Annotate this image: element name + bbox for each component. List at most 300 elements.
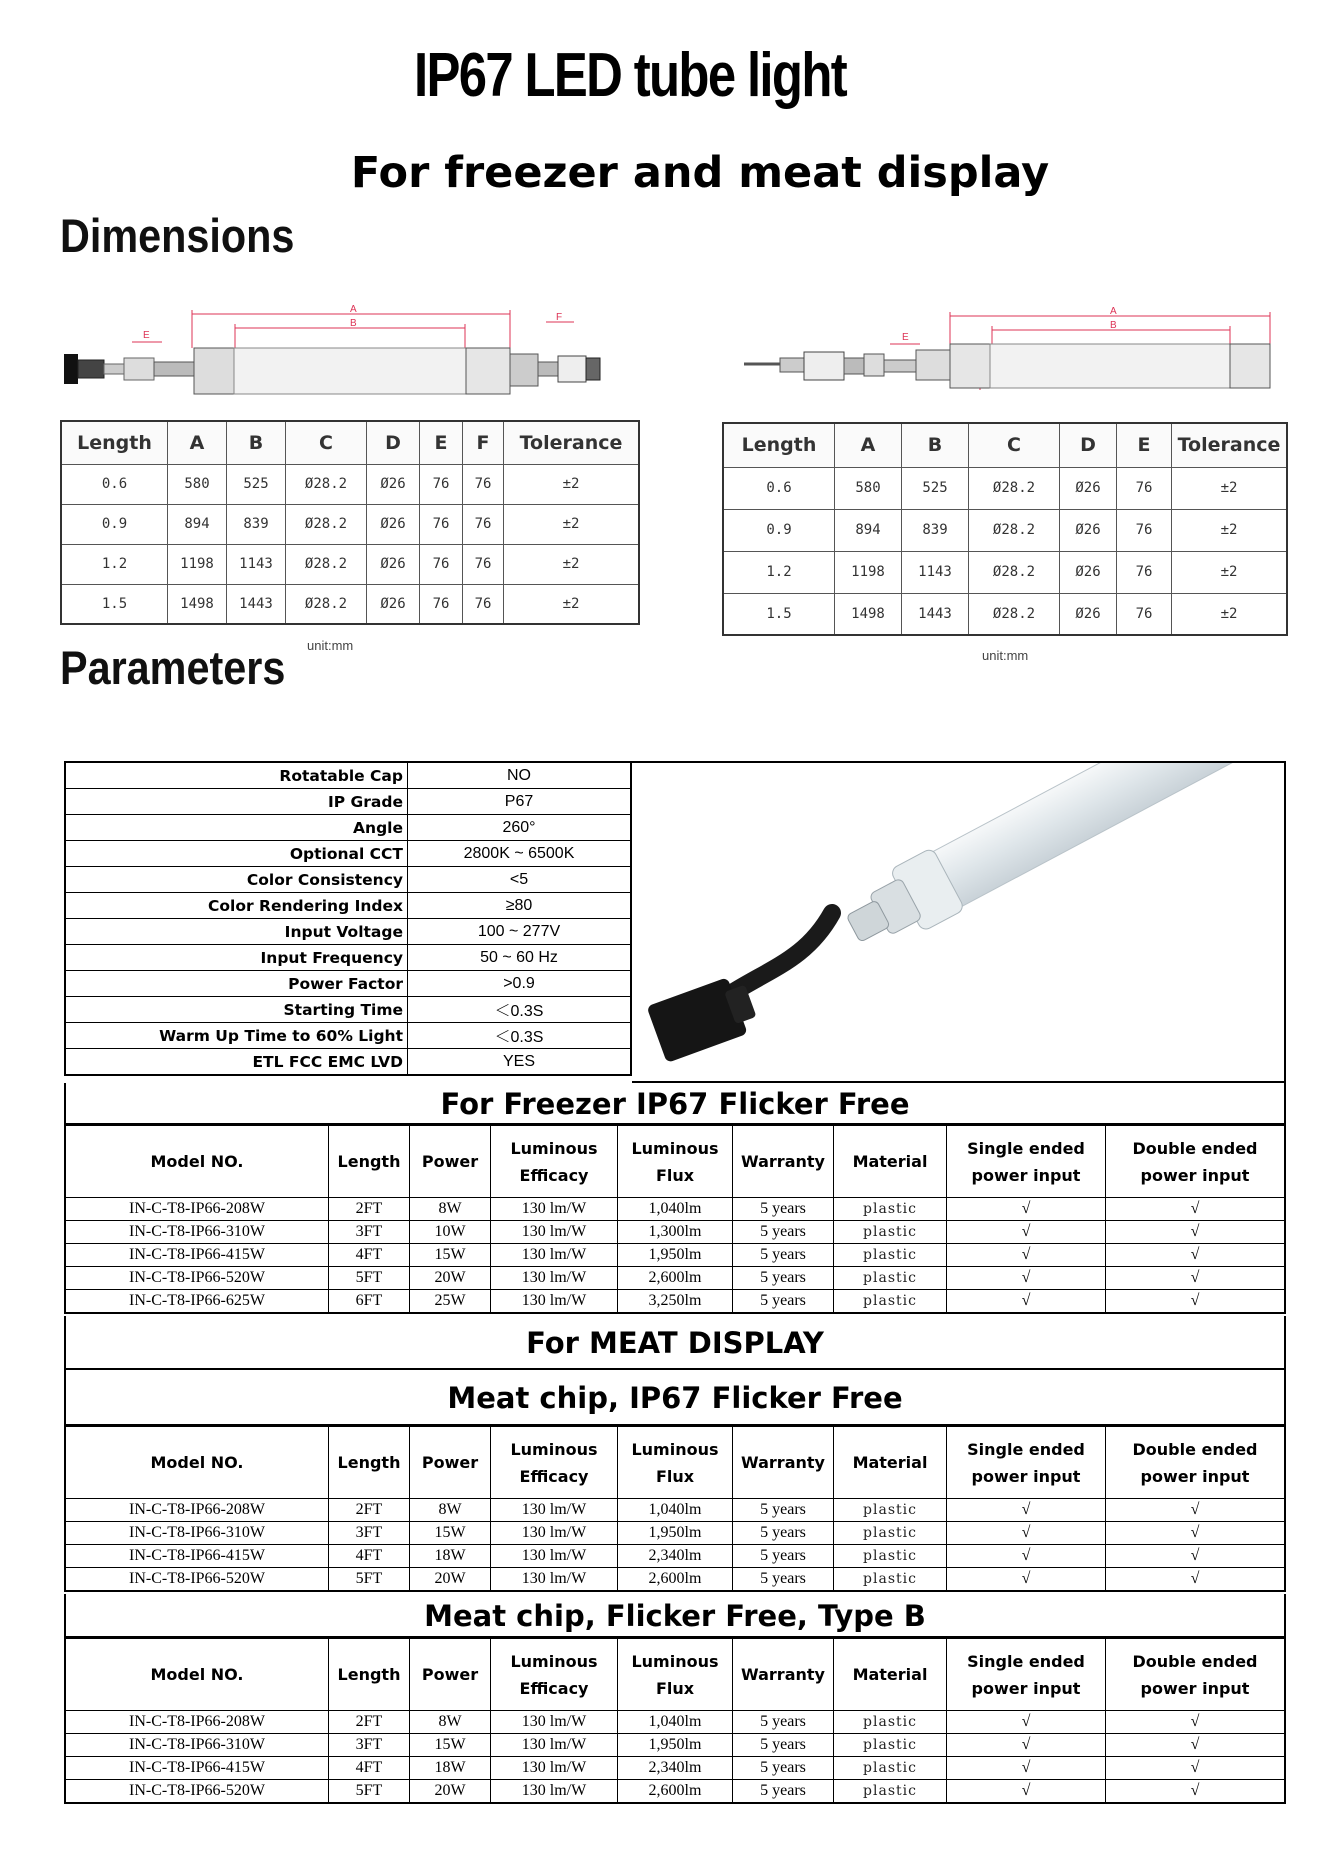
cell: 1.5 (61, 584, 168, 624)
cell: 1443 (227, 584, 286, 624)
param-label: Power Factor (65, 971, 408, 997)
dim1-header-c: C (286, 421, 367, 464)
tube-diagram-double-ended (60, 300, 650, 410)
dimension-table-2 (722, 422, 1288, 636)
cell: ±2 (1172, 509, 1288, 551)
check-icon: √ (1106, 1198, 1286, 1221)
cell: 76 (463, 584, 504, 624)
label-e-2: E (902, 332, 909, 343)
table-row (723, 551, 1287, 593)
cell: 5 years (733, 1499, 834, 1522)
cell: 5FT (329, 1267, 410, 1290)
cell: 1,040lm (618, 1499, 733, 1522)
label-e: E (143, 330, 150, 341)
cell: 5 years (733, 1244, 834, 1267)
freezer-heading: For Freezer IP67 Flicker Free (64, 1083, 1286, 1125)
check-icon: √ (947, 1568, 1106, 1592)
param-value: ≥80 (408, 893, 632, 919)
table-row (65, 1522, 1285, 1545)
table-row (61, 584, 639, 624)
product-photo-frame (632, 761, 1286, 1083)
cell: 580 (835, 467, 902, 509)
cell: plastic (834, 1757, 947, 1780)
cell: 25W (410, 1290, 491, 1314)
table-row (65, 1267, 1285, 1290)
cell: Ø26 (367, 504, 420, 544)
check-icon: √ (947, 1267, 1106, 1290)
cell: plastic (834, 1734, 947, 1757)
header-flux-line2: Flux (655, 1466, 695, 1486)
cell: 5 years (733, 1545, 834, 1568)
cell: plastic (834, 1221, 947, 1244)
dim2-header-tolerance: Tolerance (1172, 423, 1288, 467)
header-power: Power (410, 1427, 491, 1499)
cell: 76 (463, 544, 504, 584)
table-row (723, 593, 1287, 635)
cell: plastic (834, 1711, 947, 1734)
cell: 0.6 (723, 467, 835, 509)
cell: 10W (410, 1221, 491, 1244)
param-value: NO (408, 762, 632, 789)
meat-a-product-table (64, 1426, 1286, 1592)
cell: IN-C-T8-IP66-208W (65, 1499, 329, 1522)
header-double-line2: power input (1140, 1466, 1250, 1486)
cell: 1.5 (723, 593, 835, 635)
cell: IN-C-T8-IP66-520W (65, 1780, 329, 1804)
header-single-line2: power input (971, 1678, 1081, 1698)
cell: 5 years (733, 1734, 834, 1757)
dim2-header-d: D (1060, 423, 1117, 467)
cell: 2FT (329, 1198, 410, 1221)
cell: plastic (834, 1290, 947, 1314)
table-row (61, 544, 639, 584)
cell: plastic (834, 1522, 947, 1545)
cell: 5 years (733, 1522, 834, 1545)
check-icon: √ (1106, 1711, 1286, 1734)
dim2-unit: unit:mm (982, 648, 1029, 663)
cell: 76 (420, 584, 463, 624)
cell: 76 (1117, 593, 1172, 635)
cell: IN-C-T8-IP66-415W (65, 1757, 329, 1780)
header-length: Length (329, 1427, 410, 1499)
cell: 1443 (902, 593, 969, 635)
cell: 2,600lm (618, 1267, 733, 1290)
param-label: IP Grade (65, 789, 408, 815)
param-row (65, 789, 631, 815)
check-icon: √ (1106, 1568, 1286, 1592)
param-label: Input Voltage (65, 919, 408, 945)
header-material: Material (834, 1639, 947, 1711)
cell: IN-C-T8-IP66-415W (65, 1545, 329, 1568)
cell: Ø26 (1060, 467, 1117, 509)
cell: 18W (410, 1757, 491, 1780)
table-row (65, 1545, 1285, 1568)
check-icon: √ (947, 1198, 1106, 1221)
cell: 3FT (329, 1522, 410, 1545)
header-efficacy-line2: Efficacy (519, 1678, 589, 1698)
cell: ±2 (504, 464, 640, 504)
check-icon: √ (1106, 1290, 1286, 1314)
header-efficacy (491, 1639, 618, 1711)
check-icon: √ (1106, 1267, 1286, 1290)
page-subtitle: For freezer and meat display (350, 148, 1050, 198)
cell: 76 (463, 464, 504, 504)
header-warranty: Warranty (733, 1427, 834, 1499)
check-icon: √ (947, 1221, 1106, 1244)
cell: 130 lm/W (491, 1522, 618, 1545)
dim2-header-c: C (969, 423, 1060, 467)
header-flux (618, 1639, 733, 1711)
meat-chip-a-heading: Meat chip, IP67 Flicker Free (64, 1370, 1286, 1426)
header-double-line1: Double ended (1132, 1651, 1258, 1671)
param-value: <5 (408, 867, 632, 893)
check-icon: √ (1106, 1757, 1286, 1780)
label-a-2: A (1110, 306, 1117, 317)
table-row (61, 504, 639, 544)
cell: ±2 (504, 584, 640, 624)
table-row (723, 509, 1287, 551)
cell: IN-C-T8-IP66-208W (65, 1711, 329, 1734)
cell: 5 years (733, 1711, 834, 1734)
param-row (65, 893, 631, 919)
header-single-ended (947, 1427, 1106, 1499)
header-flux-line2: Flux (655, 1165, 695, 1185)
cell: ±2 (504, 504, 640, 544)
cell: 4FT (329, 1545, 410, 1568)
cell: 1,950lm (618, 1244, 733, 1267)
cell: plastic (834, 1244, 947, 1267)
cell: plastic (834, 1499, 947, 1522)
cell: 525 (227, 464, 286, 504)
cell: Ø26 (1060, 509, 1117, 551)
header-double-line2: power input (1140, 1678, 1250, 1698)
cell: 5FT (329, 1780, 410, 1804)
cell: 1,950lm (618, 1522, 733, 1545)
cell: Ø28.2 (286, 544, 367, 584)
dim1-header-b: B (227, 421, 286, 464)
tube-diagram-single-ended (730, 300, 1290, 410)
check-icon: √ (947, 1244, 1106, 1267)
dim1-header-d: D (367, 421, 420, 464)
cell: 1,300lm (618, 1221, 733, 1244)
param-label: Starting Time (65, 997, 408, 1023)
param-label: Optional CCT (65, 841, 408, 867)
param-row (65, 762, 631, 789)
check-icon: √ (947, 1290, 1106, 1314)
header-flux-line1: Luminous (631, 1651, 719, 1671)
check-icon: √ (947, 1522, 1106, 1545)
param-row (65, 919, 631, 945)
header-warranty: Warranty (733, 1639, 834, 1711)
cell: 5 years (733, 1290, 834, 1314)
cell: 15W (410, 1244, 491, 1267)
cell: 130 lm/W (491, 1244, 618, 1267)
header-flux-line1: Luminous (631, 1439, 719, 1459)
cell: 5 years (733, 1267, 834, 1290)
cell: 15W (410, 1522, 491, 1545)
table-row (65, 1568, 1285, 1592)
cell: IN-C-T8-IP66-310W (65, 1522, 329, 1545)
cell: IN-C-T8-IP66-625W (65, 1290, 329, 1314)
header-power: Power (410, 1639, 491, 1711)
cell: 130 lm/W (491, 1757, 618, 1780)
header-single-line1: Single ended (967, 1138, 1085, 1158)
dim2-header-length: Length (723, 423, 835, 467)
cell: 76 (463, 504, 504, 544)
param-label: Warm Up Time to 60% Light (65, 1023, 408, 1049)
check-icon: √ (1106, 1221, 1286, 1244)
cell: 5 years (733, 1198, 834, 1221)
cell: 130 lm/W (491, 1734, 618, 1757)
cell: 5FT (329, 1568, 410, 1592)
header-single-line2: power input (971, 1466, 1081, 1486)
label-a: A (350, 304, 357, 315)
page-title: IP67 LED tube light (413, 41, 847, 110)
header-efficacy-line1: Luminous (510, 1138, 598, 1158)
param-value: P67 (408, 789, 632, 815)
led-tube-photo (632, 763, 1284, 1081)
cell: 130 lm/W (491, 1267, 618, 1290)
table-row (65, 1221, 1285, 1244)
label-f: F (556, 312, 563, 323)
header-double-ended (1106, 1427, 1286, 1499)
cell: 3FT (329, 1221, 410, 1244)
cell: 525 (902, 467, 969, 509)
dimensions-heading: Dimensions (60, 209, 295, 262)
dim1-header-a: A (168, 421, 227, 464)
cell: IN-C-T8-IP66-310W (65, 1221, 329, 1244)
param-label: Color Rendering Index (65, 893, 408, 919)
header-efficacy-line1: Luminous (510, 1651, 598, 1671)
meat-b-product-table (64, 1638, 1286, 1804)
cell: IN-C-T8-IP66-415W (65, 1244, 329, 1267)
cell: 8W (410, 1711, 491, 1734)
cell: 130 lm/W (491, 1780, 618, 1804)
dim2-header-b: B (902, 423, 969, 467)
cell: 4FT (329, 1757, 410, 1780)
cell: 76 (1117, 509, 1172, 551)
cell: 15W (410, 1734, 491, 1757)
header-efficacy-line1: Luminous (510, 1439, 598, 1459)
check-icon: √ (1106, 1499, 1286, 1522)
param-value: 50 ~ 60 Hz (408, 945, 632, 971)
label-b: B (350, 318, 357, 329)
cell: IN-C-T8-IP66-520W (65, 1267, 329, 1290)
cell: 5 years (733, 1757, 834, 1780)
param-value: >0.9 (408, 971, 632, 997)
param-row (65, 945, 631, 971)
header-single-line1: Single ended (967, 1651, 1085, 1671)
cell: 894 (835, 509, 902, 551)
dim2-header-a: A (835, 423, 902, 467)
check-icon: √ (1106, 1734, 1286, 1757)
header-single-line1: Single ended (967, 1439, 1085, 1459)
table-row (65, 1780, 1285, 1804)
header-flux (618, 1126, 733, 1198)
param-value: ＜0.3S (408, 997, 632, 1023)
cell: ±2 (1172, 593, 1288, 635)
cell: 894 (168, 504, 227, 544)
cell: Ø26 (1060, 593, 1117, 635)
table-row (65, 1198, 1285, 1221)
param-row (65, 971, 631, 997)
cell: 5 years (733, 1221, 834, 1244)
header-efficacy-line2: Efficacy (519, 1466, 589, 1486)
check-icon: √ (947, 1734, 1106, 1757)
table-row (65, 1734, 1285, 1757)
cell: 2FT (329, 1711, 410, 1734)
cell: plastic (834, 1545, 947, 1568)
param-value: ＜0.3S (408, 1023, 632, 1049)
check-icon: √ (947, 1499, 1106, 1522)
check-icon: √ (947, 1711, 1106, 1734)
cell: 8W (410, 1198, 491, 1221)
cell: 1.2 (61, 544, 168, 584)
cell: IN-C-T8-IP66-310W (65, 1734, 329, 1757)
header-efficacy (491, 1126, 618, 1198)
header-efficacy (491, 1427, 618, 1499)
header-model: Model NO. (65, 1126, 329, 1198)
cell: 1.2 (723, 551, 835, 593)
cell: ±2 (504, 544, 640, 584)
cell: 8W (410, 1499, 491, 1522)
param-value: 2800K ~ 6500K (408, 841, 632, 867)
check-icon: √ (1106, 1780, 1286, 1804)
dim1-header-tolerance: Tolerance (504, 421, 640, 464)
param-row (65, 867, 631, 893)
parameters-heading: Parameters (60, 641, 286, 694)
cell: 5 years (733, 1780, 834, 1804)
cell: ±2 (1172, 467, 1288, 509)
cell: 0.9 (723, 509, 835, 551)
header-double-line1: Double ended (1132, 1439, 1258, 1459)
header-double-ended (1106, 1126, 1286, 1198)
cell: plastic (834, 1568, 947, 1592)
param-label: ETL FCC EMC LVD (65, 1049, 408, 1076)
cell: 76 (1117, 551, 1172, 593)
header-length: Length (329, 1639, 410, 1711)
cell: 1143 (227, 544, 286, 584)
check-icon: √ (947, 1757, 1106, 1780)
cell: Ø28.2 (969, 593, 1060, 635)
tube-body-2 (990, 344, 1230, 388)
cell: IN-C-T8-IP66-520W (65, 1568, 329, 1592)
cell: 20W (410, 1568, 491, 1592)
header-single-ended (947, 1126, 1106, 1198)
cell: 20W (410, 1780, 491, 1804)
table-row (61, 464, 639, 504)
header-flux (618, 1427, 733, 1499)
header-warranty: Warranty (733, 1126, 834, 1198)
param-label: Input Frequency (65, 945, 408, 971)
cell: 20W (410, 1267, 491, 1290)
cell: 5 years (733, 1568, 834, 1592)
cell: 76 (420, 504, 463, 544)
cell: Ø26 (1060, 551, 1117, 593)
check-icon: √ (1106, 1545, 1286, 1568)
cell: 1498 (835, 593, 902, 635)
cell: 3,250lm (618, 1290, 733, 1314)
cell: 2,340lm (618, 1545, 733, 1568)
table-row (723, 467, 1287, 509)
param-label: Rotatable Cap (65, 762, 408, 789)
cell: 130 lm/W (491, 1198, 618, 1221)
cell: Ø28.2 (969, 467, 1060, 509)
cell: 76 (1117, 467, 1172, 509)
header-material: Material (834, 1126, 947, 1198)
cell: 2,600lm (618, 1568, 733, 1592)
cell: Ø26 (367, 464, 420, 504)
cell: 76 (420, 544, 463, 584)
param-row (65, 1023, 631, 1049)
check-icon: √ (1106, 1244, 1286, 1267)
cell: 0.6 (61, 464, 168, 504)
cell: Ø28.2 (286, 464, 367, 504)
header-model: Model NO. (65, 1427, 329, 1499)
cell: 1,040lm (618, 1198, 733, 1221)
header-flux-line1: Luminous (631, 1138, 719, 1158)
dim2-header-e: E (1117, 423, 1172, 467)
param-row (65, 1049, 631, 1076)
cell: plastic (834, 1780, 947, 1804)
cell: 839 (227, 504, 286, 544)
table-row (65, 1757, 1285, 1780)
cell: 0.9 (61, 504, 168, 544)
cell: 130 lm/W (491, 1711, 618, 1734)
label-b-2: B (1110, 320, 1117, 331)
cell: Ø28.2 (969, 509, 1060, 551)
cell: 1198 (168, 544, 227, 584)
cell: Ø28.2 (969, 551, 1060, 593)
cell: Ø28.2 (286, 504, 367, 544)
cell: 1,040lm (618, 1711, 733, 1734)
cell: 1498 (168, 584, 227, 624)
meat-chip-b-heading: Meat chip, Flicker Free, Type B (64, 1594, 1286, 1638)
dim1-header-e: E (420, 421, 463, 464)
cell: 839 (902, 509, 969, 551)
header-power: Power (410, 1126, 491, 1198)
cell: plastic (834, 1267, 947, 1290)
header-material: Material (834, 1427, 947, 1499)
header-single-ended (947, 1639, 1106, 1711)
header-flux-line2: Flux (655, 1678, 695, 1698)
connector-plug-icon (64, 354, 78, 384)
cell: 2FT (329, 1499, 410, 1522)
cell: 76 (420, 464, 463, 504)
cell: Ø26 (367, 544, 420, 584)
check-icon: √ (1106, 1522, 1286, 1545)
cell: ±2 (1172, 551, 1288, 593)
param-row (65, 997, 631, 1023)
param-label: Angle (65, 815, 408, 841)
table-row (65, 1244, 1285, 1267)
param-value: YES (408, 1049, 632, 1076)
dim1-unit: unit:mm (307, 638, 354, 653)
cell: 2,340lm (618, 1757, 733, 1780)
header-model: Model NO. (65, 1639, 329, 1711)
param-value: 100 ~ 277V (408, 919, 632, 945)
meat-display-heading: For MEAT DISPLAY (64, 1316, 1286, 1370)
dim1-header-f: F (463, 421, 504, 464)
header-single-line2: power input (971, 1165, 1081, 1185)
cell: Ø28.2 (286, 584, 367, 624)
cell: 130 lm/W (491, 1568, 618, 1592)
cell: 18W (410, 1545, 491, 1568)
cell: IN-C-T8-IP66-208W (65, 1198, 329, 1221)
table-row (65, 1711, 1285, 1734)
table-row (65, 1499, 1285, 1522)
cell: Ø26 (367, 584, 420, 624)
